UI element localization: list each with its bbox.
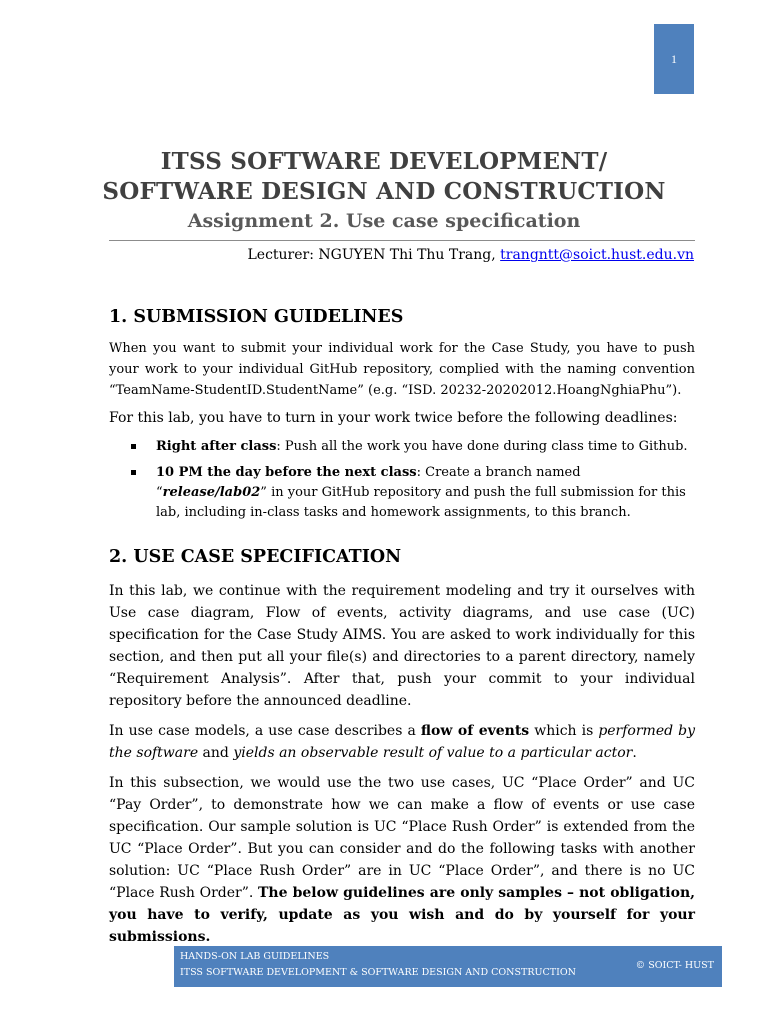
- section1-heading: 1. SUBMISSION GUIDELINES: [109, 307, 404, 327]
- document-subtitle: Assignment 2. Use case specification: [187, 210, 581, 232]
- p3-text: In this subsection, we would use the two use cases, UC “Place Order” and UC “Pay Order”, to demonstrate how we can make a flow of events or use case specification. Our sample solution is UC “Place Rush Order” is extended from the UC “Place Order”. But you can consider and do the following tasks with another solution: UC “Place Rush Order” are in UC “Place Order”, and there is no UC “Place Rush Order”.: [109, 775, 695, 901]
- section2-paragraph2: [109, 720, 695, 764]
- footer-line2: ITSS SOFTWARE DEVELOPMENT & SOFTWARE DESIGN AND CONSTRUCTION: [180, 967, 576, 978]
- p2-text-c: and: [198, 745, 234, 761]
- bullet-square-icon: [131, 444, 136, 449]
- bullet1-text: : Push all the work you have done during class time to Github.: [276, 439, 688, 454]
- bullet-square-icon: [131, 470, 136, 475]
- footer-copyright: © SOICT- HUST: [635, 960, 714, 971]
- document-title-line2: SOFTWARE DESIGN AND CONSTRUCTION: [102, 178, 666, 205]
- lecturer-line: [247, 247, 694, 263]
- section2-paragraph3: [109, 772, 695, 948]
- bullet2-text-b: ” in your GitHub repository and push the full submission for this lab, including in-class tasks and homework assignments, to this branch.: [156, 485, 686, 520]
- p2-italic2: yields an observable result of value to a particular actor: [233, 745, 633, 761]
- p2-text-a: In use case models, a use case describes a: [109, 723, 421, 739]
- bullet2-branch: release/lab02: [162, 485, 261, 500]
- p2-italic1: performed by the software: [109, 723, 695, 761]
- p2-text-b: which is: [529, 723, 599, 739]
- section1-paragraph1: When you want to submit your individual work for the Case Study, you have to push your work to your individual GitHub repository, complied with the naming convention “TeamName-StudentID.StudentName” (e.g. “ISD. 20232-20202012.HoangNghiaPhu”).: [109, 341, 695, 398]
- page-footer: [174, 946, 722, 987]
- section1-paragraph2: For this lab, you have to turn in your work twice before the following deadlines:: [109, 410, 678, 426]
- section2-heading: 2. USE CASE SPECIFICATION: [109, 547, 402, 567]
- bullet2-text-a: : Create a branch named “: [156, 465, 581, 500]
- page-number-badge: [654, 24, 694, 94]
- bullet-item-2: [131, 463, 695, 523]
- bullet1-bold: Right after class: [156, 439, 277, 454]
- section2-paragraph1: In this lab, we continue with the requirement modeling and try it ourselves with Use case diagram, Flow of events, activity diagrams, and use case (UC) specification for the Case Study AIMS. You are asked to work individually for this section, and then put all your file(s) and directories to a parent directory, namely “Requirement Analysis”. After that, push your commit to your individual repository before the announced deadline.: [109, 583, 695, 709]
- bullet2-bold: 10 PM the day before the next class: [156, 465, 417, 480]
- p2-text-d: .: [632, 745, 637, 761]
- lecturer-label: Lecturer: NGUYEN Thi Thu Trang,: [247, 247, 501, 263]
- p2-bold: flow of events: [420, 723, 530, 739]
- page-number: 1: [671, 51, 677, 66]
- title-divider: [109, 240, 695, 241]
- bullet-item-1: [131, 437, 695, 457]
- document-title-line1: ITSS SOFTWARE DEVELOPMENT/: [160, 148, 608, 175]
- p3-bold: The below guidelines are only samples – not obligation, you have to verify, update as you wish and do by yourself for your submissions.: [109, 885, 696, 945]
- lecturer-email-link[interactable]: trangntt@soict.hust.edu.vn: [500, 247, 694, 263]
- footer-line1: HANDS-ON LAB GUIDELINES: [180, 951, 330, 962]
